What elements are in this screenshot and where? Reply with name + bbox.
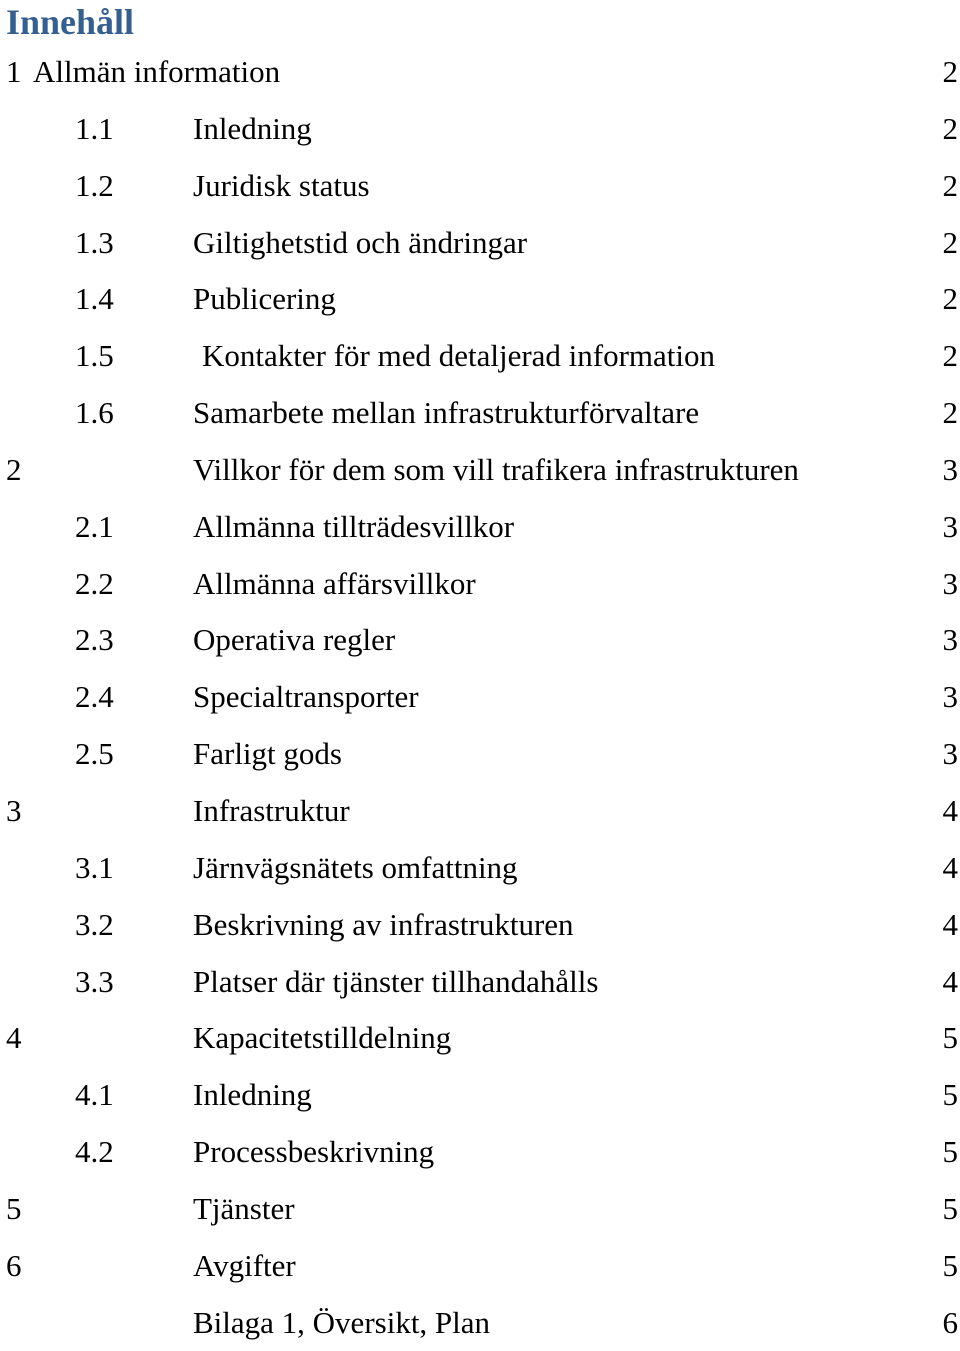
toc-entry-page: 2 <box>942 54 958 89</box>
toc-entry-page: 3 <box>942 451 958 487</box>
toc-entry-number: 5 <box>6 1190 22 1226</box>
toc-entry[interactable] <box>0 897 960 954</box>
toc-entry-page: 5 <box>942 1020 958 1056</box>
toc-entry-page: 3 <box>942 679 958 715</box>
toc-entry-title: Villkor för dem som vill trafikera infrastrukturen <box>193 451 799 487</box>
toc-entry-page: 5 <box>942 1247 958 1283</box>
toc-entry-number: 4.2 <box>75 1134 114 1170</box>
toc-entry-page: 2 <box>942 281 958 317</box>
toc-entry[interactable] <box>0 1238 960 1295</box>
toc-entry[interactable] <box>0 328 960 385</box>
toc-entry-page: 3 <box>942 736 958 772</box>
toc-heading: Innehåll <box>6 2 135 42</box>
toc-entry[interactable] <box>0 442 960 499</box>
toc-entry-title: Processbeskrivning <box>193 1134 435 1170</box>
toc-entry-title: Inledning <box>193 110 312 146</box>
toc-entry-title: Operativa regler <box>193 622 396 658</box>
toc-entry-number: 1.5 <box>75 338 114 374</box>
toc-entry-page: 3 <box>942 565 958 601</box>
toc-entry-title: Farligt gods <box>193 736 342 772</box>
toc-entry-title: Bilaga 1, Översikt, Plan <box>193 1304 491 1340</box>
toc-entry[interactable] <box>0 556 960 613</box>
toc-entry-page: 4 <box>942 792 958 828</box>
toc-entry[interactable] <box>0 1295 960 1351</box>
toc-entry-number: 1.2 <box>75 167 114 203</box>
toc-entry-page: 3 <box>942 622 958 658</box>
toc-entry-title: Allmänna affärsvillkor <box>193 565 476 601</box>
toc-entry-title: Beskrivning av infrastrukturen <box>193 906 574 942</box>
toc-entry-page: 4 <box>942 849 958 885</box>
toc-entry[interactable] <box>0 215 960 272</box>
toc-entry-number: 2.5 <box>75 736 114 772</box>
toc-entry[interactable] <box>0 783 960 840</box>
toc-entry-number: 6 <box>6 1247 22 1283</box>
toc-entry[interactable] <box>0 385 960 442</box>
toc-entry-page: 2 <box>942 224 958 260</box>
toc-entry-number: 2 <box>6 451 22 487</box>
toc-entry-page: 5 <box>942 1077 958 1113</box>
toc-entry[interactable] <box>0 1067 960 1124</box>
toc-entry[interactable] <box>0 1181 960 1238</box>
toc-entry-page: 3 <box>942 508 958 544</box>
toc-entry-number: 3.1 <box>75 849 114 885</box>
toc-entry-title: Kapacitetstilldelning <box>193 1020 452 1056</box>
toc-entry-title: Avgifter <box>193 1247 296 1283</box>
toc-entry-page: 5 <box>942 1134 958 1170</box>
toc-entry-number: 3 <box>6 792 22 828</box>
toc-entry[interactable] <box>0 158 960 215</box>
toc-entry-title: Tjänster <box>193 1190 295 1226</box>
toc-entry[interactable] <box>0 954 960 1011</box>
toc-entry-number: 2.1 <box>75 508 114 544</box>
toc-entry[interactable] <box>0 1010 960 1067</box>
toc-entry-page: 5 <box>942 1190 958 1226</box>
toc-entry-title: Allmänna tillträdesvillkor <box>193 508 515 544</box>
toc-entry-number: 3.2 <box>75 906 114 942</box>
toc-entry-page: 2 <box>942 167 958 203</box>
toc-entry-title: Juridisk status <box>193 167 370 203</box>
toc-entry-page: 2 <box>942 110 958 146</box>
toc-entry-title: Specialtransporter <box>193 679 419 715</box>
toc-entry-title: Järnvägsnätets omfattning <box>193 849 518 885</box>
toc-entry[interactable] <box>0 1124 960 1181</box>
toc-entry-number: 1 <box>6 54 22 89</box>
toc-entry-number: 2.2 <box>75 565 114 601</box>
toc-entry-title: Samarbete mellan infrastrukturförvaltare <box>193 395 700 431</box>
toc-entry-page: 2 <box>942 338 958 374</box>
toc-entry-page: 6 <box>942 1304 958 1340</box>
toc-entry-number: 4 <box>6 1020 22 1056</box>
toc-entry-title: Platser där tjänster tillhandahålls <box>193 963 599 999</box>
toc-entry-number: 3.3 <box>75 963 114 999</box>
toc-list <box>0 44 960 1351</box>
toc-entry-title: Allmän information <box>33 54 281 89</box>
toc-entry-number: 1.6 <box>75 395 114 431</box>
toc-entry-title: Publicering <box>193 281 336 317</box>
toc-entry-title: Kontakter för med detaljerad information <box>202 338 716 374</box>
toc-entry-number: 1.1 <box>75 110 114 146</box>
toc-entry[interactable] <box>0 101 960 158</box>
toc-entry-number: 2.4 <box>75 679 114 715</box>
toc-entry-title: Giltighetstid och ändringar <box>193 224 528 260</box>
toc-entry-page: 4 <box>942 906 958 942</box>
toc-entry-page: 4 <box>942 963 958 999</box>
toc-entry[interactable] <box>0 612 960 669</box>
toc-entry-number: 1.3 <box>75 224 114 260</box>
toc-entry[interactable] <box>0 669 960 726</box>
toc-entry-title: Infrastruktur <box>193 792 350 828</box>
toc-entry-number: 2.3 <box>75 622 114 658</box>
toc-entry-page: 2 <box>942 395 958 431</box>
toc-entry-number: 4.1 <box>75 1077 114 1113</box>
toc-entry[interactable] <box>0 499 960 556</box>
toc-entry[interactable] <box>0 271 960 328</box>
toc-entry[interactable] <box>0 840 960 897</box>
toc-entry-title: Inledning <box>193 1077 312 1113</box>
toc-entry[interactable] <box>0 726 960 783</box>
toc-entry[interactable] <box>0 44 960 101</box>
toc-entry-number: 1.4 <box>75 281 114 317</box>
